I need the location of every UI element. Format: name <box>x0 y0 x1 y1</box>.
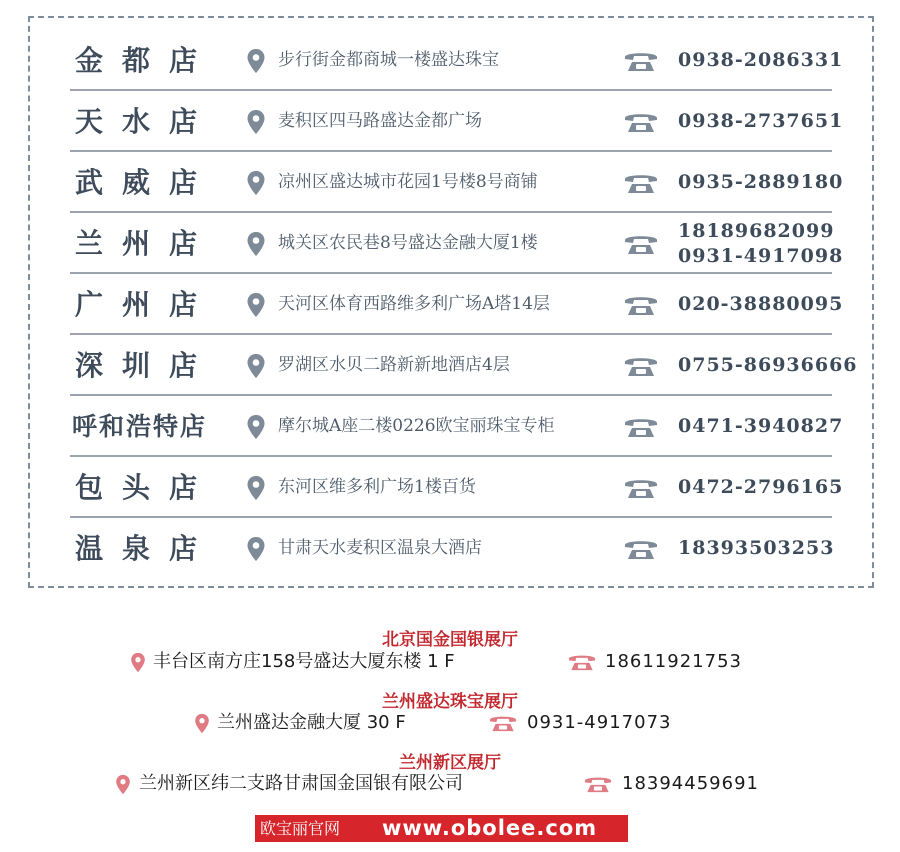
store-row-shenzhen <box>70 335 858 396</box>
telephone-icon <box>624 355 658 377</box>
website-banner[interactable] <box>255 815 628 842</box>
showroom-title: 兰州盛达珠宝展厅 <box>382 692 518 712</box>
showroom-title: 北京国金国银展厅 <box>382 630 518 650</box>
showroom-address: 兰州新区纬二支路甘肃国金国银有限公司 <box>139 773 463 794</box>
store-name: 兰州店 <box>75 227 217 260</box>
store-name: 包头店 <box>75 471 217 504</box>
store-row-lanzhou <box>70 213 844 274</box>
telephone-icon <box>489 714 517 732</box>
telephone-icon <box>624 50 658 72</box>
store-address: 步行街金都商城一楼盛达珠宝 <box>278 50 499 70</box>
store-row-tianshui <box>70 91 844 152</box>
location-pin-icon <box>246 414 266 440</box>
store-address: 麦积区四马路盛达金都广场 <box>278 111 482 131</box>
store-name: 武威店 <box>75 166 217 199</box>
store-row-wuwei <box>70 152 844 213</box>
store-phone: 18189682099 <box>678 220 835 242</box>
location-pin-icon <box>194 713 210 734</box>
store-name: 天水店 <box>75 105 217 138</box>
store-address: 凉州区盛达城市花园1号楼8号商铺 <box>278 172 538 192</box>
location-pin-icon <box>246 475 266 501</box>
store-phone: 020-38880095 <box>678 293 844 315</box>
telephone-icon <box>584 775 612 793</box>
store-phone-group <box>678 219 843 269</box>
store-row-jindu <box>70 30 844 91</box>
website-url-link[interactable]: www.obolee.com <box>382 816 598 840</box>
telephone-icon <box>568 653 596 671</box>
location-pin-icon <box>246 536 266 562</box>
telephone-icon <box>624 172 658 194</box>
location-pin-icon <box>246 292 266 318</box>
store-name: 广州店 <box>75 288 217 321</box>
showroom-line <box>0 771 900 797</box>
location-pin-icon <box>246 353 266 379</box>
store-address: 摩尔城A座二楼0226欧宝丽珠宝专柜 <box>278 416 555 436</box>
telephone-icon <box>624 233 658 255</box>
location-pin-icon <box>246 109 266 135</box>
telephone-icon <box>624 538 658 560</box>
location-pin-icon <box>246 48 266 74</box>
showroom-phone: 0931-4917073 <box>527 712 672 733</box>
store-phone: 0938-2737651 <box>678 110 844 132</box>
location-pin-icon <box>115 774 131 795</box>
store-address: 城关区农民巷8号盛达金融大厦1楼 <box>278 233 538 253</box>
store-name: 温泉店 <box>75 532 217 565</box>
store-row-guangzhou <box>70 274 844 335</box>
telephone-icon <box>624 477 658 499</box>
showroom-address: 丰台区南方庄158号盛达大厦东楼 1 F <box>153 651 455 672</box>
store-phone: 0472-2796165 <box>678 476 844 498</box>
store-phone: 0935-2889180 <box>678 171 844 193</box>
telephone-icon <box>624 111 658 133</box>
store-phone: 0938-2086331 <box>678 49 844 71</box>
store-row-wenquan <box>70 518 835 579</box>
store-address: 天河区体育西路维多利广场A塔14层 <box>278 294 550 314</box>
store-address: 甘肃天水麦积区温泉大酒店 <box>278 538 482 558</box>
store-phone: 0755-86936666 <box>678 354 858 376</box>
showroom-phone: 18611921753 <box>605 651 742 672</box>
telephone-icon <box>624 416 658 438</box>
website-label: 欧宝丽官网 <box>260 819 341 838</box>
store-row-hohhot <box>70 396 844 457</box>
telephone-icon <box>624 294 658 316</box>
showroom-line <box>0 710 900 736</box>
store-address: 东河区维多利广场1楼百货 <box>278 477 476 497</box>
store-name: 深圳店 <box>75 349 217 382</box>
store-phone: 0471-3940827 <box>678 415 844 437</box>
showroom-line <box>0 649 900 675</box>
location-pin-icon <box>130 652 146 673</box>
store-name: 金都店 <box>75 44 217 77</box>
store-phone: 18393503253 <box>678 537 835 559</box>
store-row-baotou <box>70 457 844 518</box>
store-name: 呼和浩特店 <box>72 412 208 441</box>
store-phone: 0931-4917098 <box>678 245 844 267</box>
location-pin-icon <box>246 170 266 196</box>
location-pin-icon <box>246 231 266 257</box>
showroom-phone: 18394459691 <box>622 773 759 794</box>
showroom-title: 兰州新区展厅 <box>399 753 501 773</box>
showroom-address: 兰州盛达金融大厦 30 F <box>217 712 406 733</box>
store-address: 罗湖区水贝二路新新地酒店4层 <box>278 355 510 375</box>
